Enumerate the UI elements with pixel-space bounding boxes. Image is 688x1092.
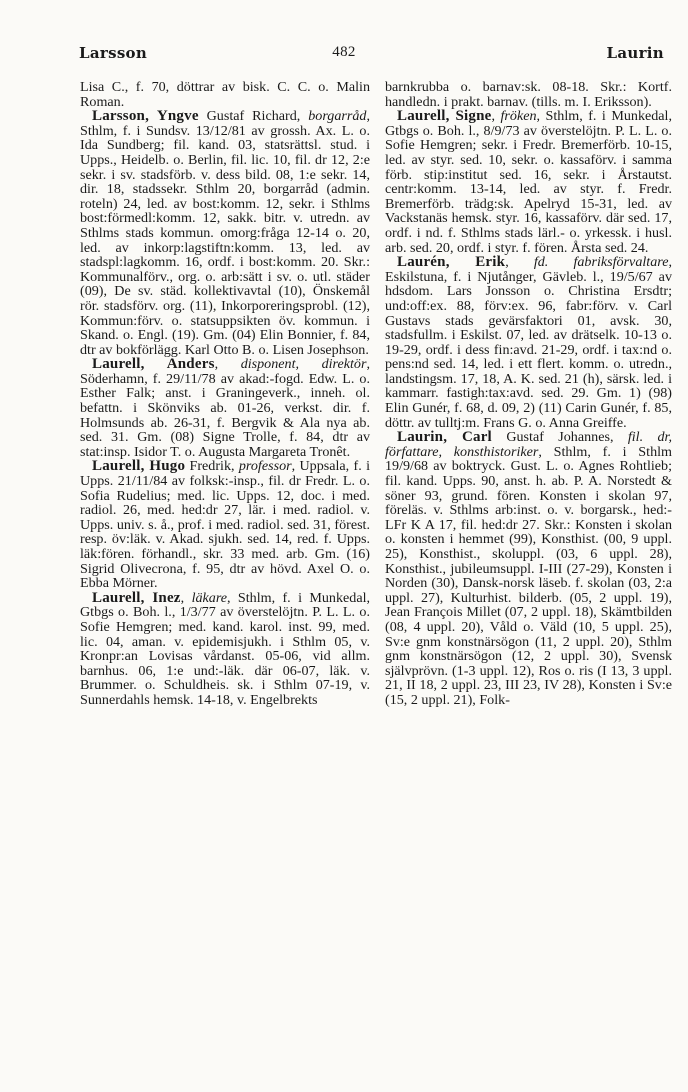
entry-body-text: , Sthlm, f. i Sundsv. 13/12/81 av grossh. Ax. L. o. Ida Sundberg; fil. kand. 03, statsrättsl. stud. i Upps., Heidelb. o. Berlin, fil. lic. 10, fil. dr 12, 2:e sekr. i sv. stadsförb. v. dess bild. 08, 1:e sekr. 14, dir. 18, stadssekr. Sthlm 20, borgarråd (admin. roteln) 24, led. av bost:komm. 12, sekr. i Sthlms bost:förmedl:komm. 12, sakk. bitr. v. utredn. av Sthlms stads kommun. omorg:fråga 12-14 o. 20, led. av inkorp:lagstiftn:komm. 13, led. av stadspl:lagkomm. 16, ordf. i bost:komm. 20. Skr.: Kommunalförv., org. o. arb:sätt i sv. o. utl. städer (09), De sv. städ. kollektivavtal (10), Önskemål rör. stadsförv. org. (11), Inkorporeringsprobl. (12), Kommun:förv. o. statsuppsikten öv. kommun. i Skand. o. Engl. (19). Gm. (04) Elin Bonnier, f. 84, dtr av bokförlägg. Karl Otto B. o. Lisen Josephson. [80,108,370,358]
entry-body-text: barnkrubba o. barnav:sk. 08-18. Skr.: Kortf. handledn. i prakt. barnav. (tills. m. I. Eriksson). [385,79,672,110]
biography-entry [385,109,672,255]
entry-headword: Laurell, Anders [92,356,215,373]
entry-body-text: , Sthlm, f. i Sthlm 19/9/68 av boktryck. Gust. L. o. Agnes Rohtlieb; fil. kand. Upps. 90, anst. h. ab. P. A. Norstedt & söner 93, grund. fören. Konsten i skolan 97, föreläs. v. Sthlms arb:inst. o. v. borgarsk., hed:-LFr K A 17, fil. hed:dr 27. Skr.: Konsten i skolan o. konsten i hemmet (99), Konsthist. (00, 9 uppl. 25), Konsthist., skoluppl. (03, 6 uppl. 28), Konsthist., jubileumsuppl. I-III (27-29), Konsten i Norden (30), Dansk-norsk läseb. f. skolan (03, 2:a uppl. 27), Kulturhist. bilderb. (05, 2 uppl. 19), Jean François Millet (07, 2 uppl. 18), Skämtbilden (08, 4 uppl. 20), Våld o. Väld (10, 5 uppl. 25), Sv:e gnm konstnärsögon (11, 2 uppl. 20), Sthlm gnm konstnärsögon (12, 2 uppl. 30), Svensk självprövn. (1-3 uppl. 12), Ros o. ris (I 13, 3 uppl. 21, II 18, 2 uppl. 23, III 23, IV 28), Konsten i Sv:e (15, 2 uppl. 21), Folk- [385,443,672,708]
entry-given-names: , [505,254,534,271]
biography-entry [80,109,370,357]
right-column [385,80,672,708]
entry-occupation: disponent, direktör [240,356,367,373]
entry-given-names: , [214,356,241,373]
entry-headword: Laurén, Erik [397,254,506,271]
entry-body-text: Lisa C., f. 70, döttrar av bisk. C. C. o. Malin Roman. [80,79,370,110]
entry-body-text: , Söderhamn, f. 29/11/78 av akad:-fogd. Edw. L. o. Esther Falk; anst. i Graningeverk., inneh. ol. befattn. i Skönviks ab. 01-26, verkst. dir. f. Holmsunds ab. 26-31, f. Bergvik & Ala nya ab. sed. 31. Gm. (08) Signe Trolle, f. 84, dtr av stat:insp. Isidor T. o. Augusta Margareta Tronêt. [80,356,370,460]
left-column [80,80,370,708]
entry-occupation: fd. fabriksförvaltare [533,254,669,271]
biography-entry [385,255,672,430]
biography-entry [80,459,370,590]
entry-occupation: fröken [500,108,537,125]
entry-headword: Laurell, Inez [92,589,181,606]
entry-occupation: läkare [191,589,228,606]
entry-occupation: borgarråd [308,108,367,125]
biography-entry [385,430,672,707]
biography-entry [80,357,370,459]
entry-headword: Larsson, Yngve [92,108,199,125]
entry-body-text: , Sthlm, f. i Munkedal, Gtbgs o. Boh. l., 8/9/73 av överstelöjtn. P. L. L. o. Sofie Hemgren; sekr. i Fredr. Bremerförb. 10-15, led. av styr. sed. 10, sekr. o. kassaförv. i samma förb. stip:institut sed. 16, sekr. i Årstautst. centr:komm. 13-14, led. av styr. f. Fredr. Bremerförb. trädg:sk. Apelryd 15-31, led. av Vackstanäs hemsk. styr. 16, kassaförv. där sed. 17, ordf. i nd. f. Sthlms stads lärl.- o. yrkessk. i husl. arb. sed. 20, ordf. i styr. f. fören. Årsta sed. 24. [385,108,672,256]
entry-body-text: , Uppsala, f. i Upps. 21/11/84 av folksk:-insp., fil. dr Fredr. L. o. Sofia Rudelius; med. lic. Upps. 12, doc. i med. radiol. 26, med. hed:dr 27, lär. i med. radiol. v. Upps. univ. s. å., prof. i med. radiol. sed. 31, förest. resp. öv:läk. v. Akad. sjukh. sed. 14, red. f. Upps. läk:fören. förhandl., skr. 33 med. arb. Gm. (16) Sigrid Olivecrona, f. 95, dtr av hövd. Axel O. o. Ebba Mörner. [80,458,371,592]
running-head-right: Laurin [606,44,664,62]
entry-continuation [385,80,672,109]
entry-headword: Laurell, Signe [397,108,492,125]
entry-given-names: Gustaf Johannes, [491,429,628,446]
page-number: 482 [332,44,356,60]
entry-continuation [80,80,370,109]
entry-occupation: fil. dr, författare, konsthistoriker [385,429,672,460]
entry-body-text: , Eskilstuna, f. i Njutånger, Gävleb. l., 19/5/67 av hdsdom. Lars Jonsson o. Christina Ersdtr; und:off:ex. 88, förv:ex. 96, fabr:förv. v. Carl Gustavs stads gevärsfaktori 01, avsk. 30, stadsfullm. i Eskilst. 07, led. av drätselk. 10-13 o. 19-29, ordf. i dess fin:avd. 21-29, ordf. i tax:nd o. pens:nd sed. 14, led. i ett flert. komm. o. utredn., landstingsm. 17, 18, A. K. sed. 21 (h), särsk. led. i kammarr. fastigh:tax:avd. sed. 29. Gm. 1) (98) Elin Gunér, f. 68, d. 09, 2) (11) Carin Gunér, f. 85, döttr. av tulltj:m. Frans G. o. Anna Greiffe. [385,254,672,431]
entry-body-text: , Sthlm, f. i Munkedal, Gtbgs o. Boh. l., 1/3/77 av överstelöjtn. P. L. L. o. Sofie Hemgren; med. kand. karol. inst. 99, med. lic. 04, aman. v. epidemisjukh. i Sthlm 05, v. Kronpr:an Lovisas vårdanst. 05-06, vid allm. barnhus. 06, 1:e und:-läk. där 06-07, läk. v. Brummer. o. Schuldheis. sk. i Sthlm 07-19, v. Sunnerdahls hemsk. 14-18, v. Engelbrekts [80,589,371,708]
entry-given-names: Fredrik, [185,458,239,475]
entry-headword: Laurin, Carl [397,429,492,446]
entry-given-names: , [491,108,501,125]
entry-given-names: Gustaf Richard, [198,108,309,125]
running-head-left: Larsson [79,44,148,62]
biography-entry [80,591,370,708]
entry-given-names: , [180,589,192,606]
entry-occupation: professor [238,458,292,475]
entry-headword: Laurell, Hugo [92,458,186,475]
